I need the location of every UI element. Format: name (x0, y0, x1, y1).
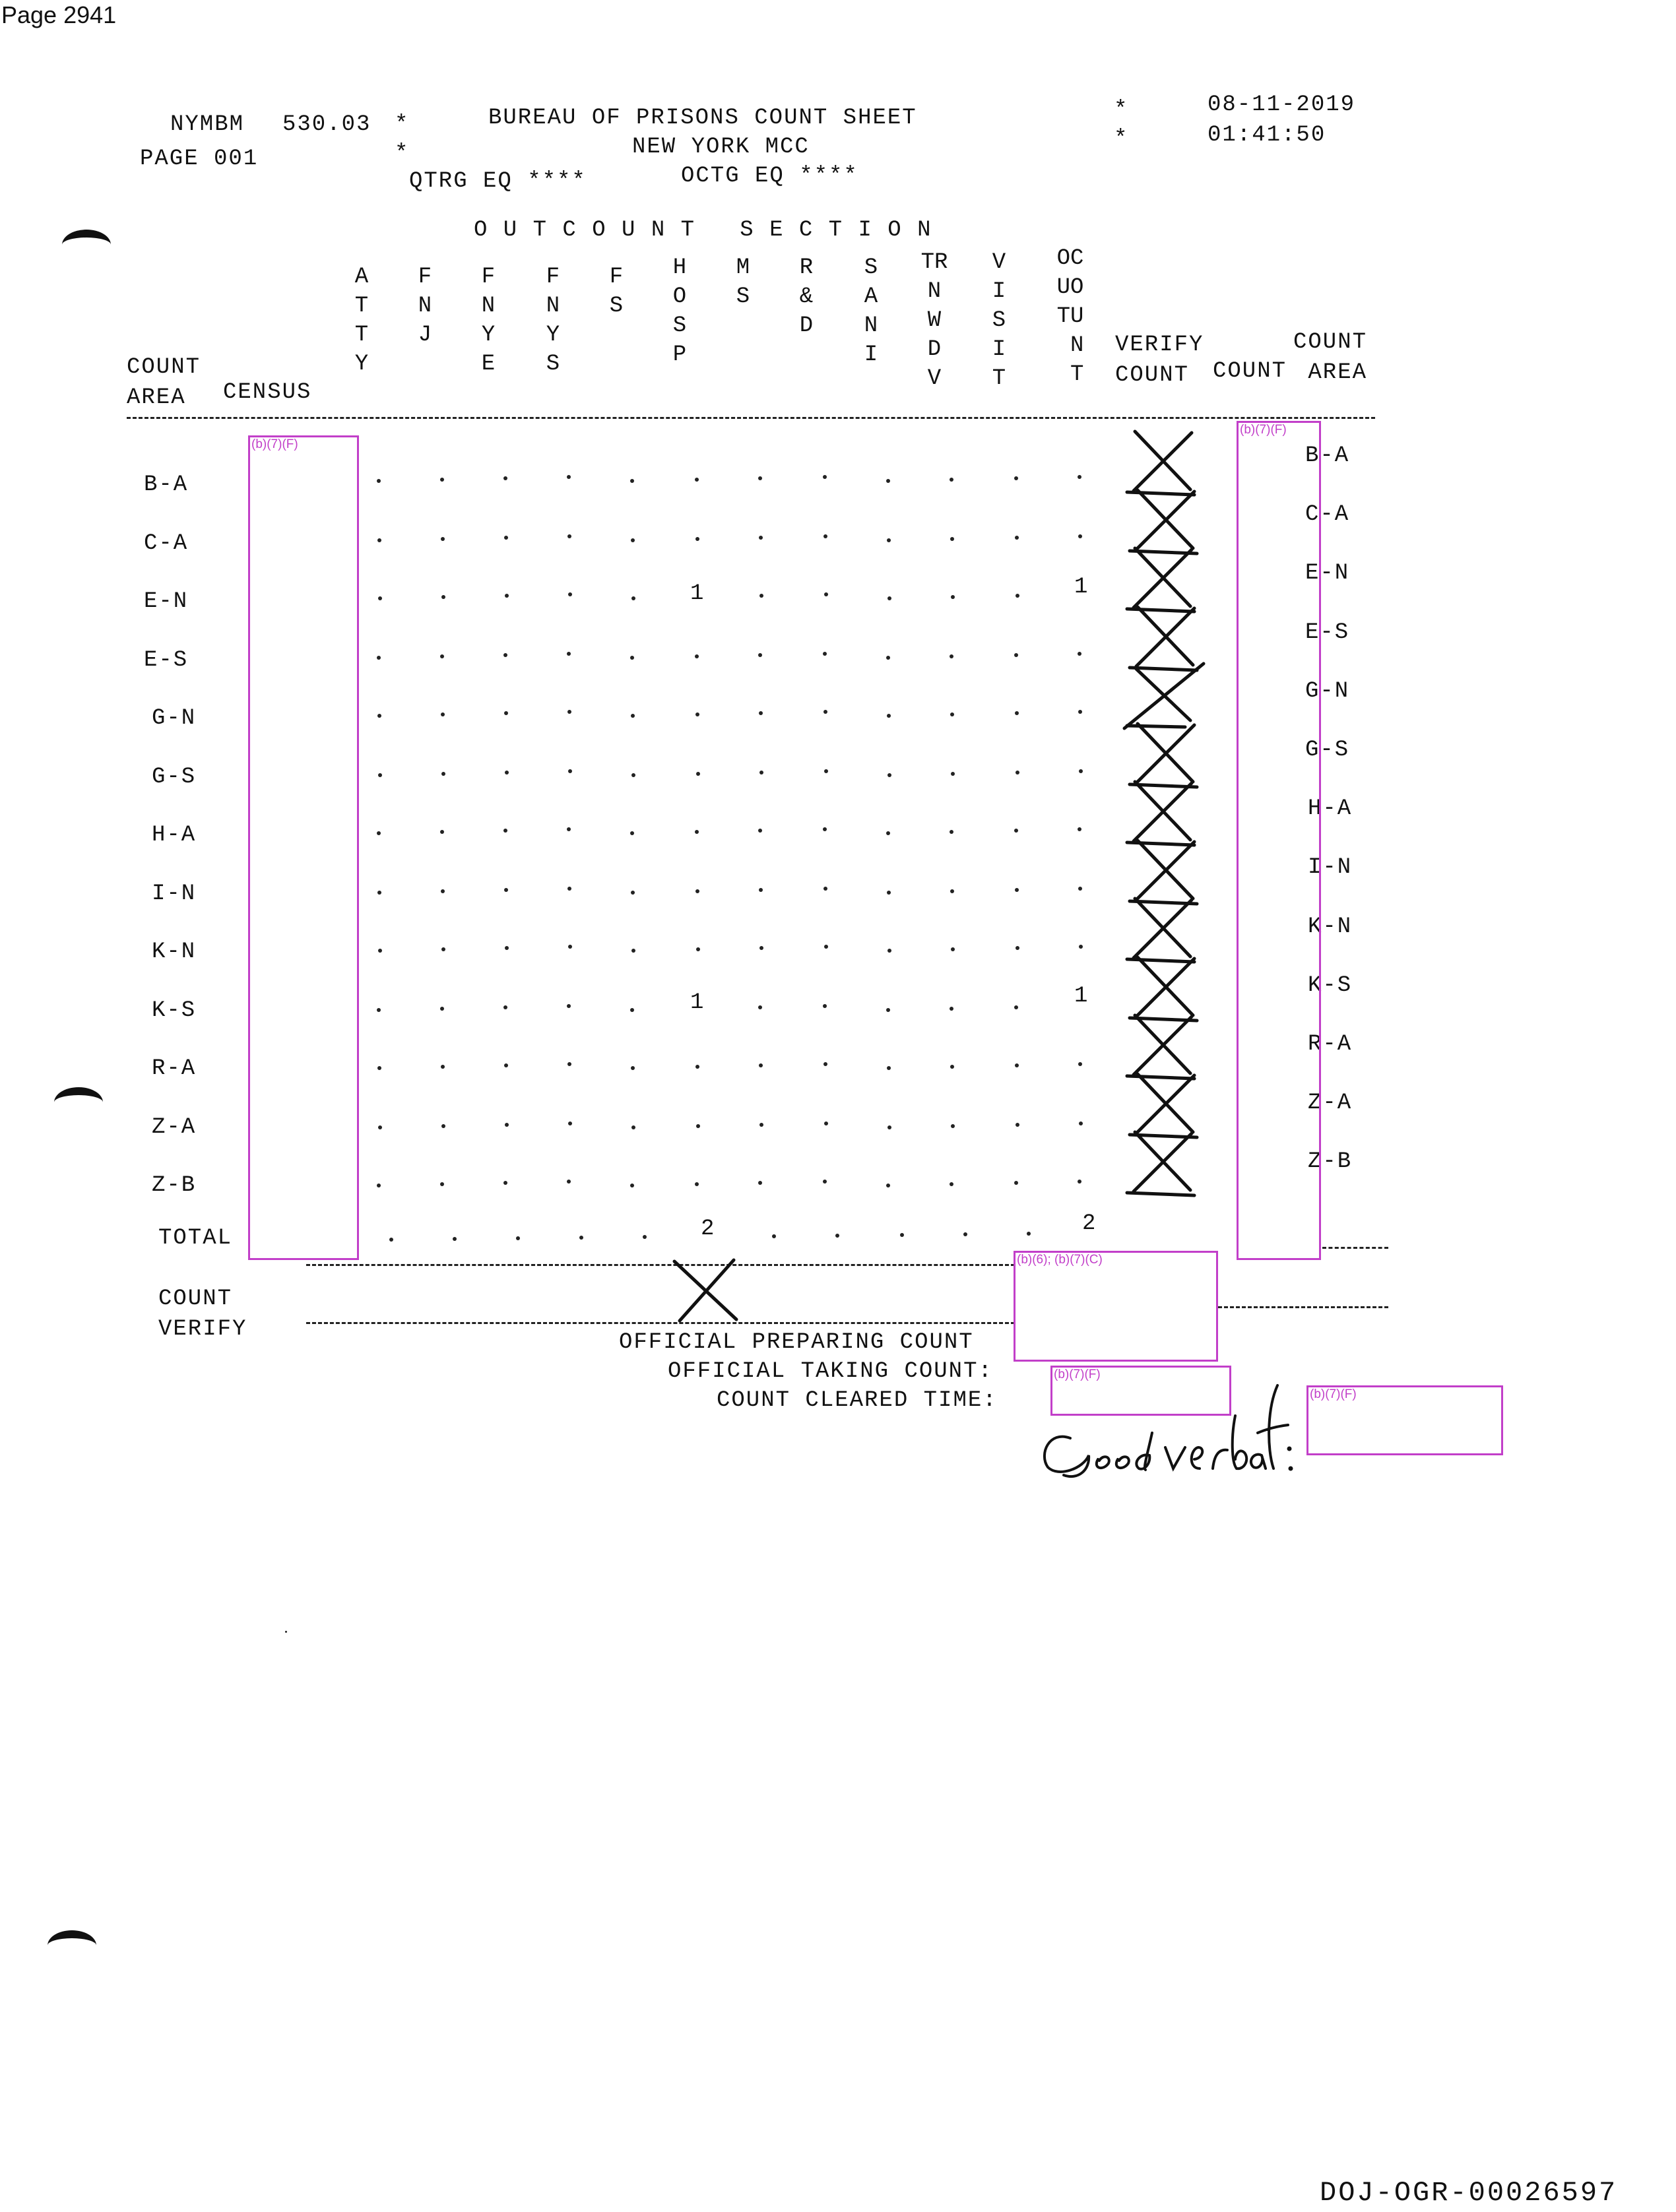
empty-cell-dot (504, 536, 508, 540)
empty-cell-dot (441, 1124, 445, 1128)
empty-cell-dot (886, 1008, 890, 1012)
empty-cell-dot (887, 1125, 891, 1129)
row-area-label: Z-A (152, 1115, 197, 1140)
empty-cell-dot (824, 945, 828, 949)
empty-cell-dot (440, 830, 444, 834)
empty-cell-dot (503, 476, 507, 480)
empty-cell-dot (1015, 771, 1019, 774)
empty-cell-dot (823, 1062, 827, 1066)
empty-cell-dot (1079, 1122, 1083, 1125)
empty-cell-dot (951, 1124, 955, 1128)
total-separator-left (306, 1264, 1015, 1266)
empty-cell-dot (950, 1007, 953, 1011)
empty-cell-dot (951, 595, 955, 599)
empty-cell-dot (441, 712, 445, 716)
empty-cell-dot (1078, 534, 1082, 538)
empty-cell-dot (887, 714, 891, 718)
empty-cell-dot (759, 771, 763, 774)
empty-cell-dot (758, 476, 762, 480)
empty-cell-dot (441, 772, 445, 776)
total-empty-dot (579, 1236, 583, 1240)
total-label: TOTAL (158, 1226, 233, 1251)
count-column-redaction: (b)(7)(F) (1237, 421, 1321, 1260)
oc-value: 1 (1074, 575, 1088, 600)
empty-cell-dot (567, 475, 571, 479)
empty-cell-dot (568, 945, 572, 949)
empty-cell-dot (630, 831, 634, 835)
empty-cell-dot (505, 946, 509, 950)
empty-cell-dot (567, 827, 571, 831)
empty-cell-dot (1015, 594, 1019, 598)
sheet-title: BUREAU OF PRISONS COUNT SHEET (488, 106, 917, 131)
empty-cell-dot (377, 714, 381, 718)
empty-cell-dot (695, 889, 699, 893)
empty-cell-dot (503, 1005, 507, 1009)
empty-cell-dot (631, 538, 635, 542)
column-header-sani: S A N I (864, 255, 878, 367)
empty-cell-dot (950, 830, 953, 834)
hosp-value: 1 (690, 581, 704, 606)
right-area-label: H-A (1308, 796, 1353, 821)
empty-cell-dot (823, 887, 827, 891)
verify-count-header: VERIFY COUNT (1115, 332, 1204, 388)
official-preparing-label: OFFICIAL PREPARING COUNT (619, 1330, 974, 1355)
empty-cell-dot (887, 891, 891, 895)
empty-cell-dot (759, 536, 763, 540)
form-number: 530.03 (282, 112, 371, 137)
empty-cell-dot (630, 656, 634, 660)
right-area-label: R-A (1308, 1032, 1353, 1057)
empty-cell-dot (695, 537, 699, 541)
total-empty-dot (516, 1236, 520, 1240)
empty-cell-dot (823, 652, 827, 656)
empty-cell-dot (377, 891, 381, 895)
empty-cell-dot (504, 888, 508, 892)
row-area-label: H-A (152, 823, 197, 848)
total-empty-dot (453, 1237, 457, 1241)
empty-cell-dot (1014, 829, 1018, 833)
column-header-hosp: H O S P (672, 255, 687, 367)
empty-cell-dot (567, 534, 571, 538)
empty-cell-dot (567, 1062, 571, 1066)
empty-cell-dot (1015, 946, 1019, 950)
count-verify-line-right (1218, 1306, 1388, 1308)
column-header-atty: A T T Y (354, 265, 369, 377)
empty-cell-dot (824, 592, 828, 596)
empty-cell-dot (1079, 945, 1083, 949)
empty-cell-dot (440, 478, 444, 482)
empty-cell-dot (1014, 476, 1018, 480)
bates-number: DOJ-OGR-00026597 (1320, 2177, 1618, 2209)
system-code: NYMBM (170, 112, 245, 137)
right-area-label: G-S (1305, 738, 1350, 763)
binder-hole-3 (48, 1930, 96, 1961)
empty-cell-dot (631, 891, 635, 895)
empty-cell-dot (503, 829, 507, 833)
column-header-fnj: F N J (418, 265, 432, 348)
official-taking-label: OFFICIAL TAKING COUNT: (668, 1359, 993, 1384)
page-label: Page 2941 (1, 1, 117, 28)
total-separator-right (1322, 1247, 1388, 1249)
empty-cell-dot (377, 1008, 381, 1012)
empty-cell-dot (695, 654, 699, 658)
empty-cell-dot (378, 773, 382, 777)
row-area-label: E-N (144, 589, 189, 614)
count-verify-line-left (306, 1322, 1015, 1324)
header-star-4: * (1114, 127, 1129, 152)
column-header-ms: M S (736, 255, 750, 309)
empty-cell-dot (631, 773, 635, 777)
empty-cell-dot (378, 596, 382, 600)
empty-cell-dot (950, 478, 953, 482)
report-date: 08-11-2019 (1208, 92, 1356, 117)
empty-cell-dot (759, 594, 763, 598)
census-redaction: (b)(7)(F) (248, 435, 359, 1260)
empty-cell-dot (695, 712, 699, 716)
empty-cell-dot (377, 1184, 381, 1187)
empty-cell-dot (631, 1066, 635, 1070)
empty-cell-dot (631, 1125, 635, 1129)
empty-cell-dot (886, 1184, 890, 1187)
right-area-label: Z-A (1308, 1090, 1353, 1116)
total-empty-dot (1027, 1232, 1031, 1236)
empty-cell-dot (759, 946, 763, 950)
empty-cell-dot (951, 947, 955, 951)
total-empty-dot (963, 1232, 967, 1236)
empty-cell-dot (887, 538, 891, 542)
stray-mark (285, 1631, 287, 1633)
empty-cell-dot (951, 772, 955, 776)
verify-x-mark (1122, 1127, 1208, 1199)
empty-cell-dot (695, 830, 699, 834)
empty-cell-dot (505, 771, 509, 774)
right-area-label: B-A (1305, 443, 1350, 468)
empty-cell-dot (758, 1005, 762, 1009)
empty-cell-dot (567, 710, 571, 714)
empty-cell-dot (568, 769, 572, 773)
column-header-fnys: F N Y S (546, 265, 560, 377)
empty-cell-dot (441, 1065, 445, 1069)
empty-cell-dot (759, 1123, 763, 1127)
empty-cell-dot (441, 537, 445, 541)
empty-cell-dot (1078, 1062, 1082, 1066)
row-area-label: R-A (152, 1056, 197, 1081)
empty-cell-dot (1078, 887, 1082, 891)
empty-cell-dot (567, 1180, 571, 1184)
empty-cell-dot (1078, 1180, 1081, 1184)
empty-cell-dot (950, 1065, 954, 1069)
empty-cell-dot (504, 711, 508, 715)
empty-cell-dot (631, 596, 635, 600)
cleared-time-redaction: (b)(7)(F) (1306, 1385, 1503, 1455)
column-header-ocuotunt: OC UO TU N T (1056, 246, 1084, 387)
empty-cell-dot (504, 1063, 508, 1067)
empty-cell-dot (823, 475, 827, 479)
right-area-label: K-S (1308, 973, 1353, 998)
empty-cell-dot (377, 656, 381, 660)
total-empty-dot (772, 1234, 776, 1238)
empty-cell-dot (886, 831, 890, 835)
empty-cell-dot (886, 656, 890, 660)
empty-cell-dot (441, 595, 445, 599)
empty-cell-dot (503, 653, 507, 657)
empty-cell-dot (631, 949, 635, 953)
page-number: PAGE 001 (140, 146, 259, 172)
hosp-value: 1 (690, 990, 704, 1015)
empty-cell-dot (567, 1004, 571, 1008)
empty-cell-dot (378, 949, 382, 953)
empty-cell-dot (1078, 710, 1082, 714)
empty-cell-dot (505, 1123, 509, 1127)
census-header: CENSUS (223, 380, 312, 405)
right-area-label: E-S (1305, 620, 1350, 645)
empty-cell-dot (823, 1180, 827, 1184)
empty-cell-dot (758, 653, 762, 657)
empty-cell-dot (568, 592, 572, 596)
empty-cell-dot (1079, 769, 1083, 773)
outcount-section-title: O U T C O U N T S E C T I O N (474, 218, 932, 243)
empty-cell-dot (1015, 711, 1019, 715)
binder-hole-2 (54, 1087, 103, 1118)
empty-cell-dot (378, 1125, 382, 1129)
row-area-label: E-S (144, 648, 189, 673)
column-header-rd: R & D (799, 255, 814, 338)
header-star-1: * (395, 112, 410, 137)
oc-value: 1 (1074, 984, 1088, 1009)
empty-cell-dot (1015, 888, 1019, 892)
empty-cell-dot (887, 596, 891, 600)
facility-name: NEW YORK MCC (632, 135, 810, 160)
empty-cell-dot (886, 479, 890, 483)
total-empty-dot (643, 1235, 647, 1239)
empty-cell-dot (824, 1122, 828, 1125)
empty-cell-dot (759, 1063, 763, 1067)
empty-cell-dot (824, 769, 828, 773)
empty-cell-dot (1078, 827, 1081, 831)
empty-cell-dot (887, 949, 891, 953)
empty-cell-dot (1015, 1063, 1019, 1067)
right-area-label: Z-B (1308, 1149, 1353, 1174)
empty-cell-dot (950, 654, 953, 658)
empty-cell-dot (696, 772, 700, 776)
empty-cell-dot (440, 1007, 444, 1011)
empty-cell-dot (377, 1066, 381, 1070)
total-empty-dot (835, 1234, 839, 1238)
qtrg-eq: QTRG EQ **** (409, 169, 587, 194)
row-area-label: B-A (144, 472, 189, 497)
empty-cell-dot (950, 712, 954, 716)
empty-cell-dot (696, 1124, 700, 1128)
empty-cell-dot (630, 1184, 634, 1187)
empty-cell-dot (1078, 475, 1081, 479)
empty-cell-dot (630, 1008, 634, 1012)
count-area-header: COUNT AREA (127, 355, 201, 410)
empty-cell-dot (758, 829, 762, 833)
count-header: COUNT (1213, 359, 1287, 384)
report-time: 01:41:50 (1208, 123, 1326, 148)
empty-cell-dot (1015, 1123, 1019, 1127)
total-empty-dot (389, 1238, 393, 1242)
total-hosp-value: 2 (701, 1217, 715, 1242)
empty-cell-dot (631, 714, 635, 718)
empty-cell-dot (823, 827, 827, 831)
row-area-label: G-N (152, 706, 197, 731)
right-area-label: E-N (1305, 561, 1350, 586)
empty-cell-dot (568, 1122, 572, 1125)
empty-cell-dot (505, 594, 509, 598)
taking-official-redaction: (b)(7)(F) (1050, 1366, 1231, 1416)
empty-cell-dot (630, 479, 634, 483)
empty-cell-dot (823, 534, 827, 538)
empty-cell-dot (695, 1182, 699, 1186)
empty-cell-dot (759, 888, 763, 892)
total-oc-value: 2 (1082, 1211, 1096, 1236)
empty-cell-dot (441, 889, 445, 893)
column-header-fs: F S (609, 265, 624, 319)
empty-cell-dot (1014, 653, 1018, 657)
empty-cell-dot (695, 1065, 699, 1069)
empty-cell-dot (758, 1181, 762, 1185)
binder-hole-1 (62, 230, 111, 260)
row-area-label: I-N (152, 881, 197, 906)
octg-eq: OCTG EQ **** (681, 164, 858, 189)
column-header-visit: V I S I T (992, 250, 1006, 391)
empty-cell-dot (377, 479, 381, 483)
empty-cell-dot (1015, 536, 1019, 540)
header-star-3: * (1114, 98, 1129, 123)
count-cleared-label: COUNT CLEARED TIME: (717, 1388, 998, 1413)
header-star-2: * (395, 141, 410, 166)
empty-cell-dot (377, 831, 381, 835)
preparing-official-redaction: (b)(6); (b)(7)(C) (1014, 1251, 1218, 1362)
empty-cell-dot (823, 710, 827, 714)
empty-cell-dot (440, 654, 444, 658)
right-area-label: G-N (1305, 679, 1350, 704)
empty-cell-dot (696, 947, 700, 951)
count-verify-x-mark (668, 1257, 747, 1323)
column-header-trnwdv: TR N W D V (920, 250, 948, 391)
empty-cell-dot (887, 1066, 891, 1070)
empty-cell-dot (950, 537, 954, 541)
right-area-label: C-A (1305, 502, 1350, 527)
row-area-label: G-S (152, 765, 197, 790)
column-header-fnye: F N Y E (481, 265, 496, 377)
empty-cell-dot (1078, 652, 1081, 656)
count-area-right-header: COUNT AREA (1293, 330, 1368, 385)
right-area-label: K-N (1308, 914, 1353, 939)
empty-cell-dot (950, 889, 954, 893)
empty-cell-dot (567, 652, 571, 656)
empty-cell-dot (950, 1182, 953, 1186)
empty-cell-dot (503, 1181, 507, 1185)
row-area-label: K-S (152, 998, 197, 1023)
row-area-label: C-A (144, 531, 189, 556)
empty-cell-dot (695, 478, 699, 482)
row-area-label: K-N (152, 939, 197, 964)
empty-cell-dot (759, 711, 763, 715)
empty-cell-dot (440, 1182, 444, 1186)
empty-cell-dot (887, 773, 891, 777)
empty-cell-dot (441, 947, 445, 951)
empty-cell-dot (1014, 1181, 1018, 1185)
right-area-label: I-N (1308, 855, 1353, 880)
header-separator (127, 417, 1375, 419)
empty-cell-dot (567, 887, 571, 891)
empty-cell-dot (377, 538, 381, 542)
row-area-label: Z-B (152, 1173, 197, 1198)
total-empty-dot (900, 1233, 904, 1237)
empty-cell-dot (823, 1004, 827, 1008)
empty-cell-dot (1014, 1005, 1018, 1009)
count-verify-label: COUNT VERIFY (158, 1286, 247, 1342)
